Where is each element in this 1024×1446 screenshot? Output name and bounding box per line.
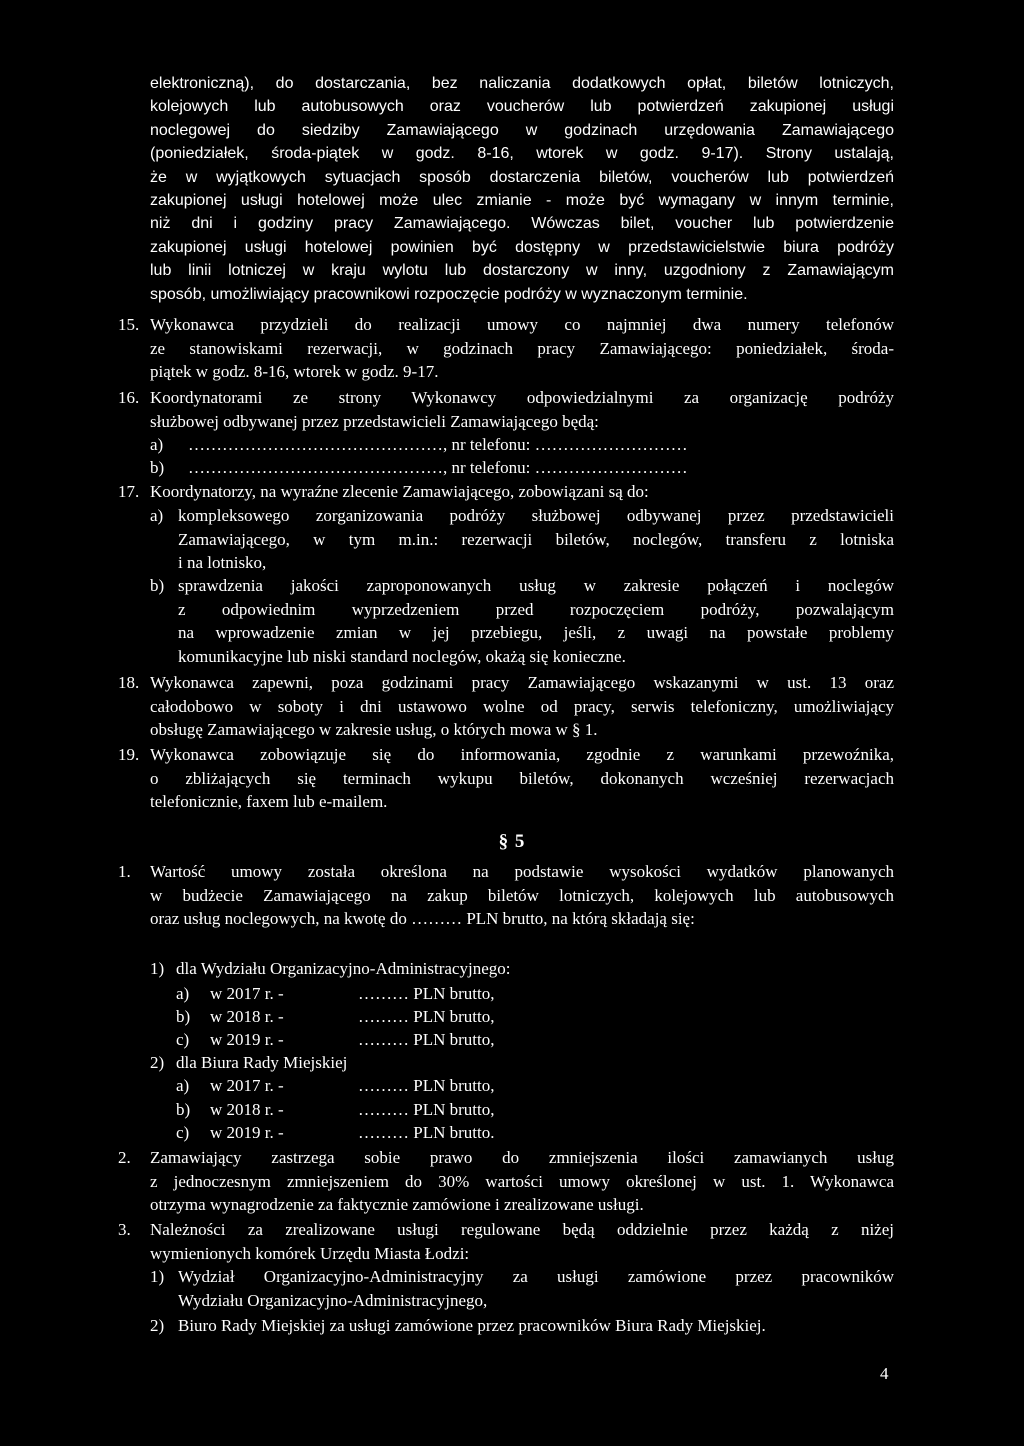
text-line: w budżecie Zamawiającego na zakup biletów lotniczych, kolejowych lub autobusowych xyxy=(150,885,894,905)
text-line: lub linii lotniczej w kraju wylotu lub dostarczony w inny, uzgodniony z Zamawiającym xyxy=(150,262,894,280)
group-number: 2) xyxy=(150,1053,165,1072)
text-line: noclegowej do siedziby Zamawiającego w godzinach urzędowania Zamawiającego xyxy=(150,121,894,139)
text-line: niż dni i godziny pracy Zamawiającego. Wówczas bilet, voucher lub potwierdzenie xyxy=(150,215,894,233)
row-amount: ……… PLN brutto. xyxy=(358,1123,495,1142)
text-line: Wykonawca zapewni, poza godzinami pracy Zamawiającego wskazanymi w ust. 13 oraz xyxy=(150,673,894,692)
text-line: zakupionej usługi hotelowej może ulec zmianie - może być wymagany w innym terminie, xyxy=(150,192,894,210)
text-line: kompleksowego zorganizowania podróży służbowej odbywanej przez przedstawicieli xyxy=(178,506,894,525)
group-number: 1) xyxy=(150,959,165,978)
text-line: na wprowadzenie zmian w jej przebiegu, jeśli, z uwagi na powstałe problemy xyxy=(178,623,894,642)
text-line: Wykonawca zobowiązuje się do informowania, zgodnie z warunkami przewoźnika, xyxy=(150,745,894,764)
text-line: służbowej odbywanej przez przedstawicieli Zamawiającego będą: xyxy=(150,411,599,431)
text-line: że w wyjątkowych sytuacjach sposób dostarczenia biletów, voucherów lub potwierdzeń xyxy=(150,168,894,186)
point-text xyxy=(150,1146,894,1217)
clause-text xyxy=(150,386,894,433)
coordinator-a xyxy=(150,433,688,457)
text-line: elektroniczną), do dostarczania, bez naliczania dodatkowych opłat, biletów lotniczych, xyxy=(150,75,894,92)
clause-text xyxy=(150,671,894,742)
text-line: o zbliżających się terminach wykupu biletów, dokonanych wcześniej rezerwacjach xyxy=(150,768,894,788)
text-line: Biuro Rady Miejskiej za usługi zamówione przez pracowników Biura Rady Miejskiej. xyxy=(178,1316,766,1335)
row-letter: c) xyxy=(176,1030,190,1049)
payer-text xyxy=(178,1265,894,1312)
row-letter: a) xyxy=(176,984,190,1003)
text-line: Koordynatorzy, na wyraźne zlecenie Zamawiającego, zobowiązani są do: xyxy=(150,482,649,501)
clause-text xyxy=(150,743,894,814)
coordinator-fill: ………………………………………, nr telefonu: ……………………… xyxy=(188,435,688,454)
clause-number: 18. xyxy=(118,673,140,692)
point-number: 1. xyxy=(118,862,131,881)
text-line: Wydziału Organizacyjno-Administracyjnego, xyxy=(178,1290,488,1310)
sub-item-letter: a) xyxy=(150,506,164,525)
coordinator-letter: b) xyxy=(150,458,165,477)
clause-number: 15. xyxy=(118,315,140,334)
text-line: Koordynatorami ze strony Wykonawcy odpowiedzialnymi za organizację podróży xyxy=(150,388,894,407)
text-line: wymienionych komórek Urzędu Miasta Łodzi: xyxy=(150,1243,470,1263)
row-year: w 2019 r. - xyxy=(210,1123,284,1142)
text-line: zakupionej usługi hotelowej powinien być dostępny w przedstawicielstwie biura podróży xyxy=(150,238,894,256)
text-line: Zamawiającego, w tym m.in.: rezerwacji biletów, noclegów, transferu z lotniska xyxy=(178,529,894,549)
row-amount: ……… PLN brutto, xyxy=(358,984,495,1003)
row-year: w 2017 r. - xyxy=(210,1076,284,1095)
text-line: obsługę Zamawiającego w zakresie usług, o których mowa w § 1. xyxy=(150,720,598,739)
group-title: dla Biura Rady Miejskiej xyxy=(176,1053,348,1072)
text-line: ze stanowiskami rezerwacji, w godzinach pracy Zamawiającego: poniedziałek, środa- xyxy=(150,338,894,358)
text-line: (poniedziałek, środa-piątek w godz. 8-16, wtorek w godz. 9-17). Strony ustalają, xyxy=(150,145,894,163)
row-year: w 2018 r. - xyxy=(210,1100,284,1119)
text-line: Wykonawca przydzieli do realizacji umowy co najmniej dwa numery telefonów xyxy=(150,315,894,334)
clause-text xyxy=(150,480,894,504)
text-line: i na lotnisko, xyxy=(178,553,267,572)
row-amount: ……… PLN brutto, xyxy=(358,1030,495,1049)
row-letter: c) xyxy=(176,1123,190,1142)
point-text xyxy=(150,860,894,931)
text-line: z odpowiednim wyprzedzeniem przed rozpoczęciem podróży, pozwalającym xyxy=(178,599,894,619)
row-amount: ……… PLN brutto, xyxy=(358,1076,495,1095)
row-year: w 2018 r. - xyxy=(210,1007,284,1026)
text-line: oraz usług noclegowych, na kwotę do ……… PLN brutto, na którą składają się: xyxy=(150,909,695,928)
page-number: 4 xyxy=(880,1364,889,1383)
text-line: komunikacyjne lub niski standard noclegów, okażą się konieczne. xyxy=(178,646,626,666)
coordinator-fill: ………………………………………, nr telefonu: ……………………… xyxy=(188,458,688,477)
clause-number: 17. xyxy=(118,482,140,501)
row-letter: b) xyxy=(176,1100,191,1119)
row-amount: ……… PLN brutto, xyxy=(358,1007,495,1026)
row-year: w 2017 r. - xyxy=(210,984,284,1003)
payer-text xyxy=(178,1314,894,1338)
clause-text xyxy=(150,313,894,384)
point-number: 3. xyxy=(118,1220,131,1239)
row-year: w 2019 r. - xyxy=(210,1030,284,1049)
text-line: całodobowo w soboty i dni ustawowo wolne od pracy, serwis telefoniczny, umożliwiający xyxy=(150,696,894,716)
clause-number: 16. xyxy=(118,388,140,407)
sub-item-letter: b) xyxy=(150,576,165,595)
text-line: Wydział Organizacyjno-Administracyjny za usługi zamówione przez pracowników xyxy=(178,1267,894,1286)
sub-item-text xyxy=(178,574,894,668)
payer-number: 1) xyxy=(150,1267,165,1286)
group-title: dla Wydziału Organizacyjno-Administracyjnego: xyxy=(176,959,511,978)
continuation-paragraph xyxy=(150,72,894,306)
text-line: Należności za zrealizowane usługi regulowane będą oddzielnie przez każdą z niżej xyxy=(150,1220,894,1239)
coordinator-letter: a) xyxy=(150,435,164,454)
row-letter: a) xyxy=(176,1076,190,1095)
point-number: 2. xyxy=(118,1148,131,1167)
text-line: Zamawiający zastrzega sobie prawo do zmniejszenia ilości zamawianych usług xyxy=(150,1148,894,1167)
text-line: sprawdzenia jakości zaproponowanych usług w zakresie połączeń i noclegów xyxy=(178,576,894,595)
text-line: piątek w godz. 8-16, wtorek w godz. 9-17. xyxy=(150,362,439,381)
coordinator-b xyxy=(150,456,688,480)
sub-item-text xyxy=(178,504,894,575)
text-line: z jednoczesnym zmniejszeniem do 30% wartości umowy określonej w ust. 1. Wykonawca xyxy=(150,1171,894,1191)
row-letter: b) xyxy=(176,1007,191,1026)
text-line: otrzyma wynagrodzenie za faktycznie zamówione i zrealizowane usługi. xyxy=(150,1195,644,1214)
text-line: sposób, umożliwiający pracownikowi rozpoczęcie podróży w wyznaczonym terminie. xyxy=(150,285,748,303)
text-line: Wartość umowy została określona na podstawie wysokości wydatków planowanych xyxy=(150,862,894,881)
payer-number: 2) xyxy=(150,1316,165,1335)
row-amount: ……… PLN brutto, xyxy=(358,1100,495,1119)
text-line: kolejowych lub autobusowych oraz voucherów lub potwierdzeń zakupionej usługi xyxy=(150,98,894,116)
clause-number: 19. xyxy=(118,745,140,764)
point-text xyxy=(150,1218,894,1265)
text-line: telefonicznie, faxem lub e-mailem. xyxy=(150,792,388,811)
section-heading: § 5 xyxy=(498,831,526,852)
